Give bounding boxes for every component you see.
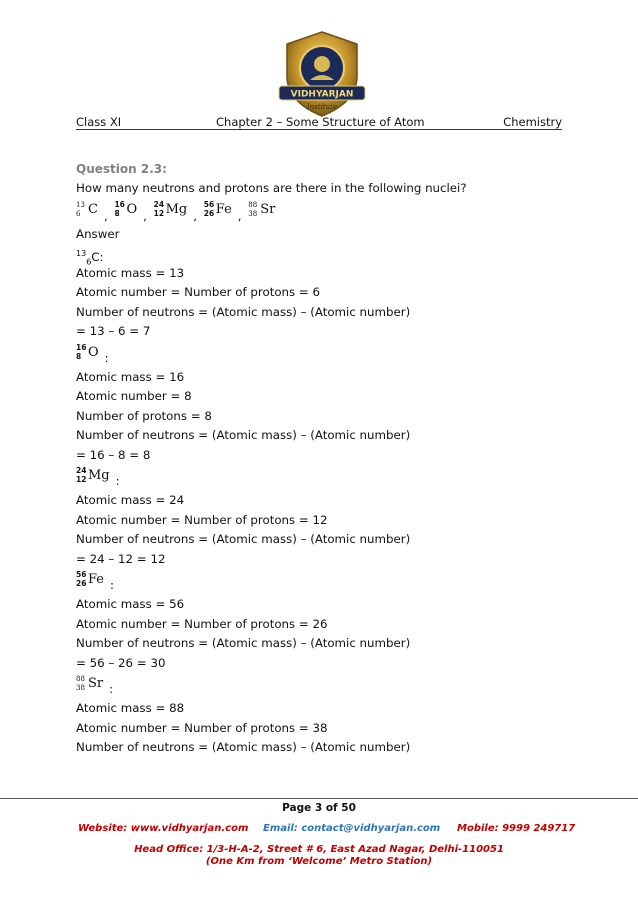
- head-office-address: Head Office: 1/3-H-A-2, Street # 6, East Azad Nagar, Delhi-110051: [134, 844, 504, 855]
- iron-line: Atomic number = Number of protons = 26: [76, 616, 328, 631]
- nucleus-iron: 56 26 Fe: [203, 199, 232, 218]
- strontium-line: Atomic mass = 88: [76, 701, 185, 715]
- strontium-line: Atomic number = Number of protons = 38: [76, 720, 328, 735]
- magnesium-line: Atomic mass = 24: [76, 493, 185, 507]
- question-text: How many neutrons and protons are there in the following nuclei?: [76, 181, 467, 195]
- iron-line: Number of neutrons = (Atomic mass) – (Atomic number): [76, 636, 411, 650]
- header-class: Class XI: [76, 115, 122, 129]
- logo-text-top: VIDHYARJAN: [290, 89, 354, 100]
- carbon-heading: $^{13}_6$C:: [76, 249, 104, 267]
- nucleus-carbon: 13 6 C: [76, 200, 98, 218]
- oxygen-line: Number of protons = 8: [76, 408, 212, 423]
- header-subject: Chemistry: [503, 115, 562, 129]
- website-link[interactable]: Website: www.vidhyarjan.com: [78, 823, 249, 834]
- email-link[interactable]: Email: contact@vidhyarjan.com: [263, 823, 441, 834]
- carbon-line: = 13 – 6 = 7: [76, 324, 151, 338]
- strontium-heading: 88 38 Sr :: [76, 675, 114, 696]
- iron-line: Atomic mass = 56: [76, 597, 185, 611]
- page-number: Page 3 of 50: [282, 802, 356, 814]
- oxygen-line: Number of neutrons = (Atomic mass) – (Atomic number): [76, 428, 411, 442]
- nucleus-strontium: 88 38 Sr: [248, 200, 276, 218]
- carbon-line: Number of neutrons = (Atomic mass) – (Atomic number): [76, 304, 411, 319]
- document-body: [76, 160, 576, 758]
- head-office-landmark: (One Km from ‘Welcome’ Metro Station): [205, 856, 433, 867]
- vidhyarjan-logo: [277, 30, 367, 118]
- magnesium-heading: 24 12 Mg :: [76, 466, 120, 488]
- nuclei-list: 13 6 C , 16 8 O , 24 12 Mg , 56 26 Fe , 88 38 Sr: [76, 199, 276, 223]
- mobile-number: Mobile: 9999 249717: [457, 823, 576, 834]
- header-chapter: Chapter 2 – Some Structure of Atom: [216, 115, 425, 129]
- oxygen-line: Atomic mass = 16: [76, 369, 185, 384]
- answer-label: Answer: [76, 226, 120, 241]
- magnesium-line: Number of neutrons = (Atomic mass) – (Atomic number): [76, 532, 411, 546]
- oxygen-line: Atomic number = 8: [76, 389, 192, 403]
- nucleus-oxygen: 16 8 O: [114, 199, 138, 218]
- carbon-line: Atomic number = Number of protons = 6: [76, 285, 321, 299]
- iron-line: = 56 – 26 = 30: [76, 655, 166, 670]
- strontium-line: Number of neutrons = (Atomic mass) – (Atomic number): [76, 740, 411, 754]
- magnesium-line: Atomic number = Number of protons = 12: [76, 512, 328, 527]
- logo-text-bottom: Institute: [306, 103, 338, 111]
- question-title: Question 2.3:: [76, 162, 167, 176]
- iron-heading: 56 26 Fe :: [76, 570, 114, 592]
- magnesium-line: = 24 – 12 = 12: [76, 551, 166, 566]
- footer-divider: [0, 798, 638, 799]
- oxygen-heading: 16 8 O :: [76, 342, 109, 365]
- carbon-line: Atomic mass = 13: [76, 265, 185, 280]
- page-header: [76, 115, 562, 130]
- nucleus-magnesium: 24 12 Mg: [153, 199, 188, 218]
- oxygen-line: = 16 – 8 = 8: [76, 447, 151, 462]
